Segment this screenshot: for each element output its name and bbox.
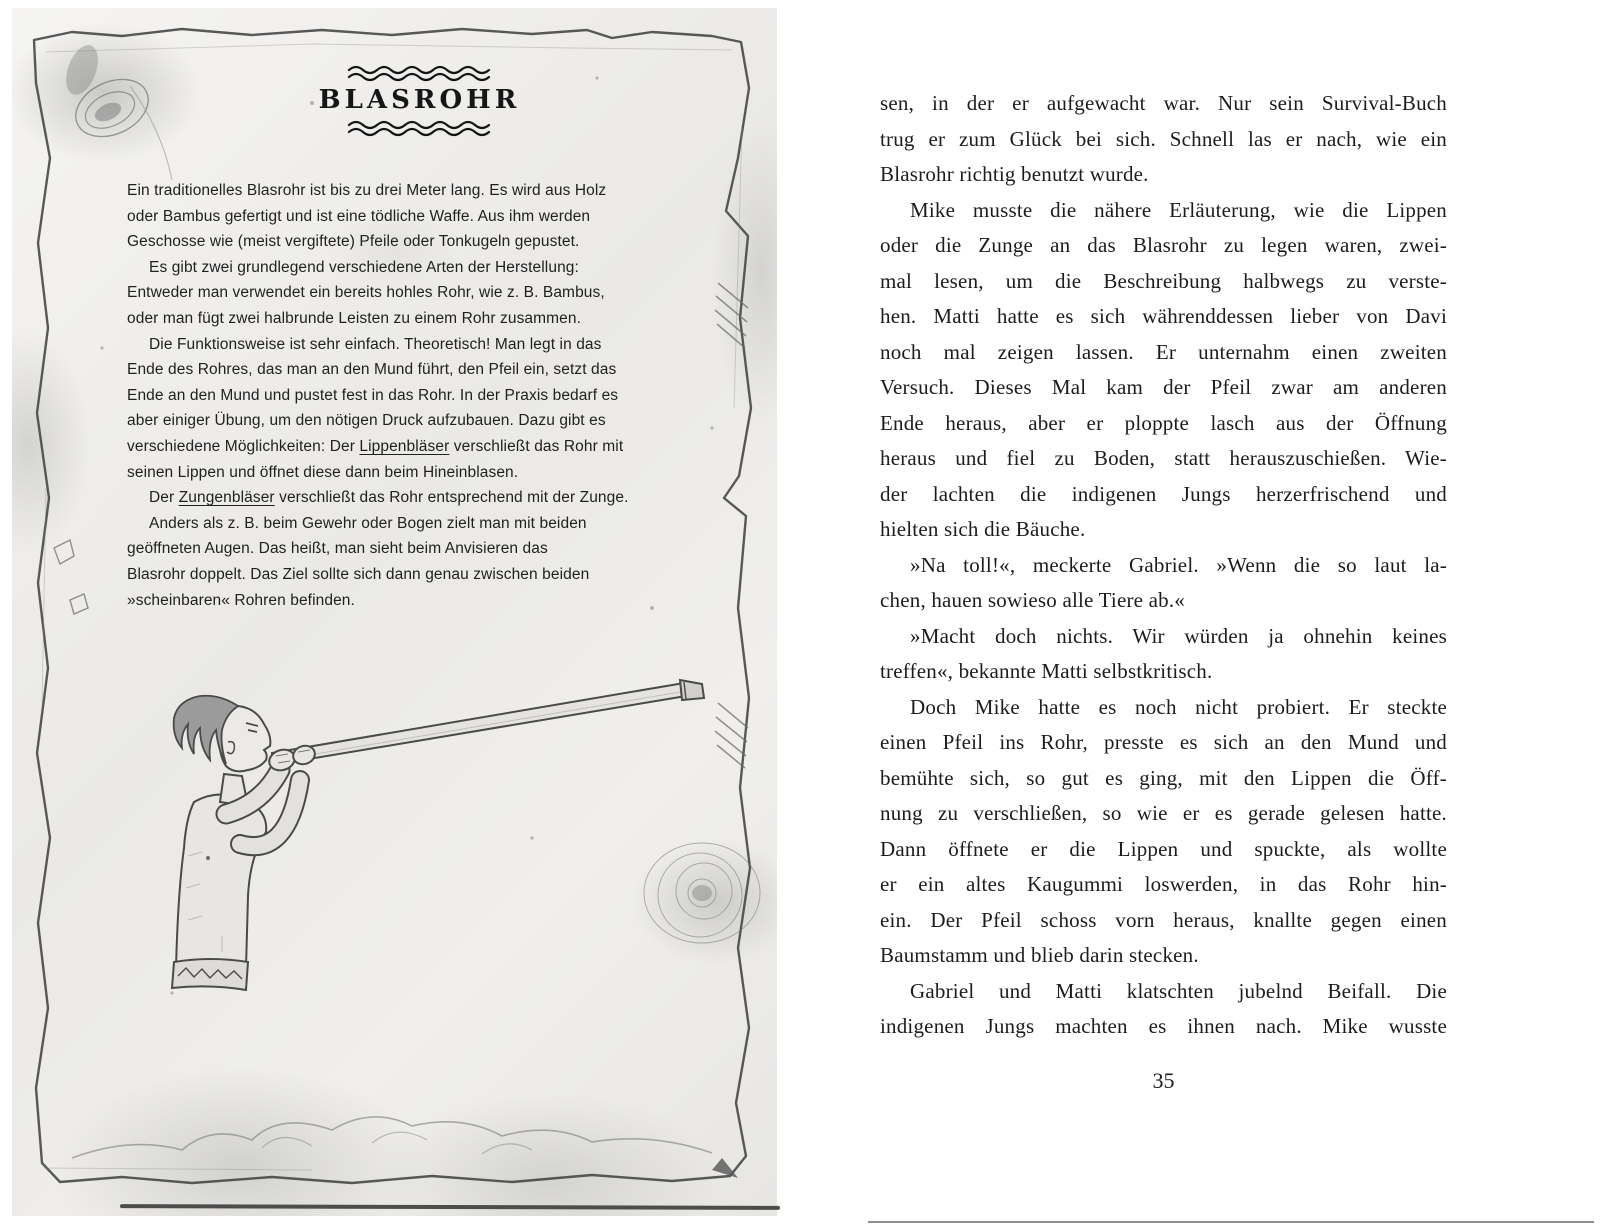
text-segment: aber einiger Übung, um den nötigen Druck aufzubauen. Dazu gibt es: [127, 412, 606, 430]
text-line: Dann öffnete er die Lippen und spuckte, als wollte: [880, 836, 1447, 861]
text-segment: Es gibt zwei grundlegend verschiedene Arten der Herstellung:: [149, 258, 579, 276]
text-line: [127, 511, 717, 537]
text-line: Mike musste die nähere Erläuterung, wie die Lippen: [910, 197, 1447, 222]
text-line: nung zu verschließen, so wie er es gerade gelesen hatte.: [880, 801, 1447, 825]
text-line: [127, 332, 717, 358]
text-segment: geöffneten Augen. Das heißt, man sieht beim Anvisieren das: [127, 540, 548, 558]
text-line: hen. Matti hatte es sich währenddessen lieber von Davi: [880, 304, 1447, 328]
squiggle-ornament-top: [345, 64, 495, 82]
text-line: Ende heraus, aber er ploppte lasch aus der Öffnung: [880, 410, 1447, 435]
blowgun-illustration: [130, 656, 710, 1001]
text-line: »Macht doch nichts. Wir würden ja ohnehin keines: [910, 623, 1447, 648]
text-line: hielten sich die Bäuche.: [880, 517, 1086, 541]
text-segment: oder man fügt zwei halbrunde Leisten zu einem Rohr zusammen.: [127, 309, 582, 327]
text-line: mal lesen, um die Beschreibung halbwegs zu verste-: [880, 268, 1447, 293]
text-line: [127, 562, 717, 588]
text-line: [127, 536, 717, 562]
right-page: [868, 0, 1600, 1228]
text-line: [127, 306, 717, 332]
text-line: [127, 383, 717, 409]
text-line: einen Pfeil ins Rohr, presste es sich an den Mund und: [880, 730, 1447, 754]
text-segment: Anders als z. B. beim Gewehr oder Bogen zielt man mit beiden: [149, 514, 587, 532]
text-segment: Die Funktionsweise ist sehr einfach. Theoretisch! Man legt in das: [149, 335, 602, 353]
text-line: [127, 485, 717, 511]
text-segment: verschiedene Möglichkeiten: Der: [127, 437, 360, 455]
text-segment: Entweder man verwendet ein bereits hohles Rohr, wie z. B. Bambus,: [127, 284, 605, 302]
text-segment: Blasrohr doppelt. Das Ziel sollte sich dann genau zwischen beiden: [127, 565, 590, 583]
text-line: [127, 588, 717, 614]
text-line: treffen«, bekannte Matti selbstkritisch.: [880, 659, 1213, 683]
page-number: 35: [1152, 1068, 1175, 1093]
right-page-text: [880, 86, 1447, 1045]
text-line: Versuch. Dieses Mal kam der Pfeil zwar am anderen: [880, 375, 1447, 399]
chapter-title-block: [127, 64, 712, 137]
text-line: [127, 357, 717, 383]
text-line: Blasrohr richtig benutzt wurde.: [880, 162, 1149, 186]
text-segment: Geschosse wie (meist vergiftete) Pfeile oder Tonkugeln gepustet.: [127, 233, 580, 251]
text-line: »Na toll!«, meckerte Gabriel. »Wenn die so laut la-: [910, 552, 1447, 577]
text-line: chen, hauen sowieso alle Tiere ab.«: [880, 588, 1186, 612]
text-line: Baumstamm und blieb darin stecken.: [880, 943, 1199, 967]
text-line: ein. Der Pfeil schoss vorn heraus, knallte gegen einen: [880, 907, 1447, 932]
text-line: oder die Zunge an das Blasrohr zu legen waren, zwei-: [880, 233, 1447, 257]
underlined-term: Zungenbläser: [178, 489, 275, 507]
left-page: [12, 8, 777, 1216]
underlined-term: Lippenbläser: [359, 437, 450, 455]
text-segment: Der: [149, 489, 179, 507]
text-line: Gabriel und Matti klatschten jubelnd Beifall. Die: [910, 978, 1447, 1003]
text-line: der lachten die indigenen Jungs herzerfrischend und: [880, 481, 1447, 506]
text-segment: seinen Lippen und öffnet diese dann beim Hineinblasen.: [127, 463, 519, 481]
text-line: [127, 280, 717, 306]
text-line: [127, 255, 717, 281]
left-page-text: [127, 178, 717, 613]
text-segment: Ende des Rohres, das man an den Mund führt, den Pfeil ein, setzt das: [127, 361, 617, 379]
squiggle-ornament-bottom: [345, 119, 495, 137]
text-segment: verschließt das Rohr mit: [449, 437, 624, 455]
text-line: indigenen Jungs machten es ihnen nach. Mike wusste: [880, 1014, 1447, 1038]
page-stack-edge-right: [868, 1221, 1594, 1223]
text-line: sen, in der er aufgewacht war. Nur sein Survival-Buch: [880, 91, 1447, 115]
text-line: [127, 434, 717, 460]
text-segment: verschließt das Rohr entsprechend mit der Zunge.: [274, 489, 629, 507]
text-segment: Ende an den Mund und pustet fest in das Rohr. In der Praxis bedarf es: [127, 386, 619, 404]
text-line: [127, 178, 717, 204]
text-line: [127, 408, 717, 434]
text-line: heraus und fiel zu Boden, statt herauszuschießen. Wie-: [880, 446, 1447, 470]
text-line: er ein altes Kaugummi loswerden, in das Rohr hin-: [880, 872, 1447, 896]
text-line: noch mal zeigen lassen. Er unternahm einen zweiten: [880, 339, 1447, 364]
text-line: [127, 229, 717, 255]
text-line: [127, 460, 717, 486]
text-segment: Ein traditionelles Blasrohr ist bis zu drei Meter lang. Es wird aus Holz: [127, 182, 607, 199]
page-title: BLASROHR: [318, 85, 521, 115]
text-line: Doch Mike hatte es noch nicht probiert. Er steckte: [910, 694, 1447, 719]
text-line: bemühte sich, so gut es ging, mit den Lippen die Öff-: [880, 765, 1447, 790]
text-line: trug er zum Glück bei sich. Schnell las er nach, wie ein: [880, 126, 1447, 151]
text-line: [127, 204, 717, 230]
text-segment: »scheinbaren« Rohren befinden.: [127, 591, 355, 609]
text-segment: oder Bambus gefertigt und ist eine tödliche Waffe. Aus ihm werden: [127, 207, 591, 225]
